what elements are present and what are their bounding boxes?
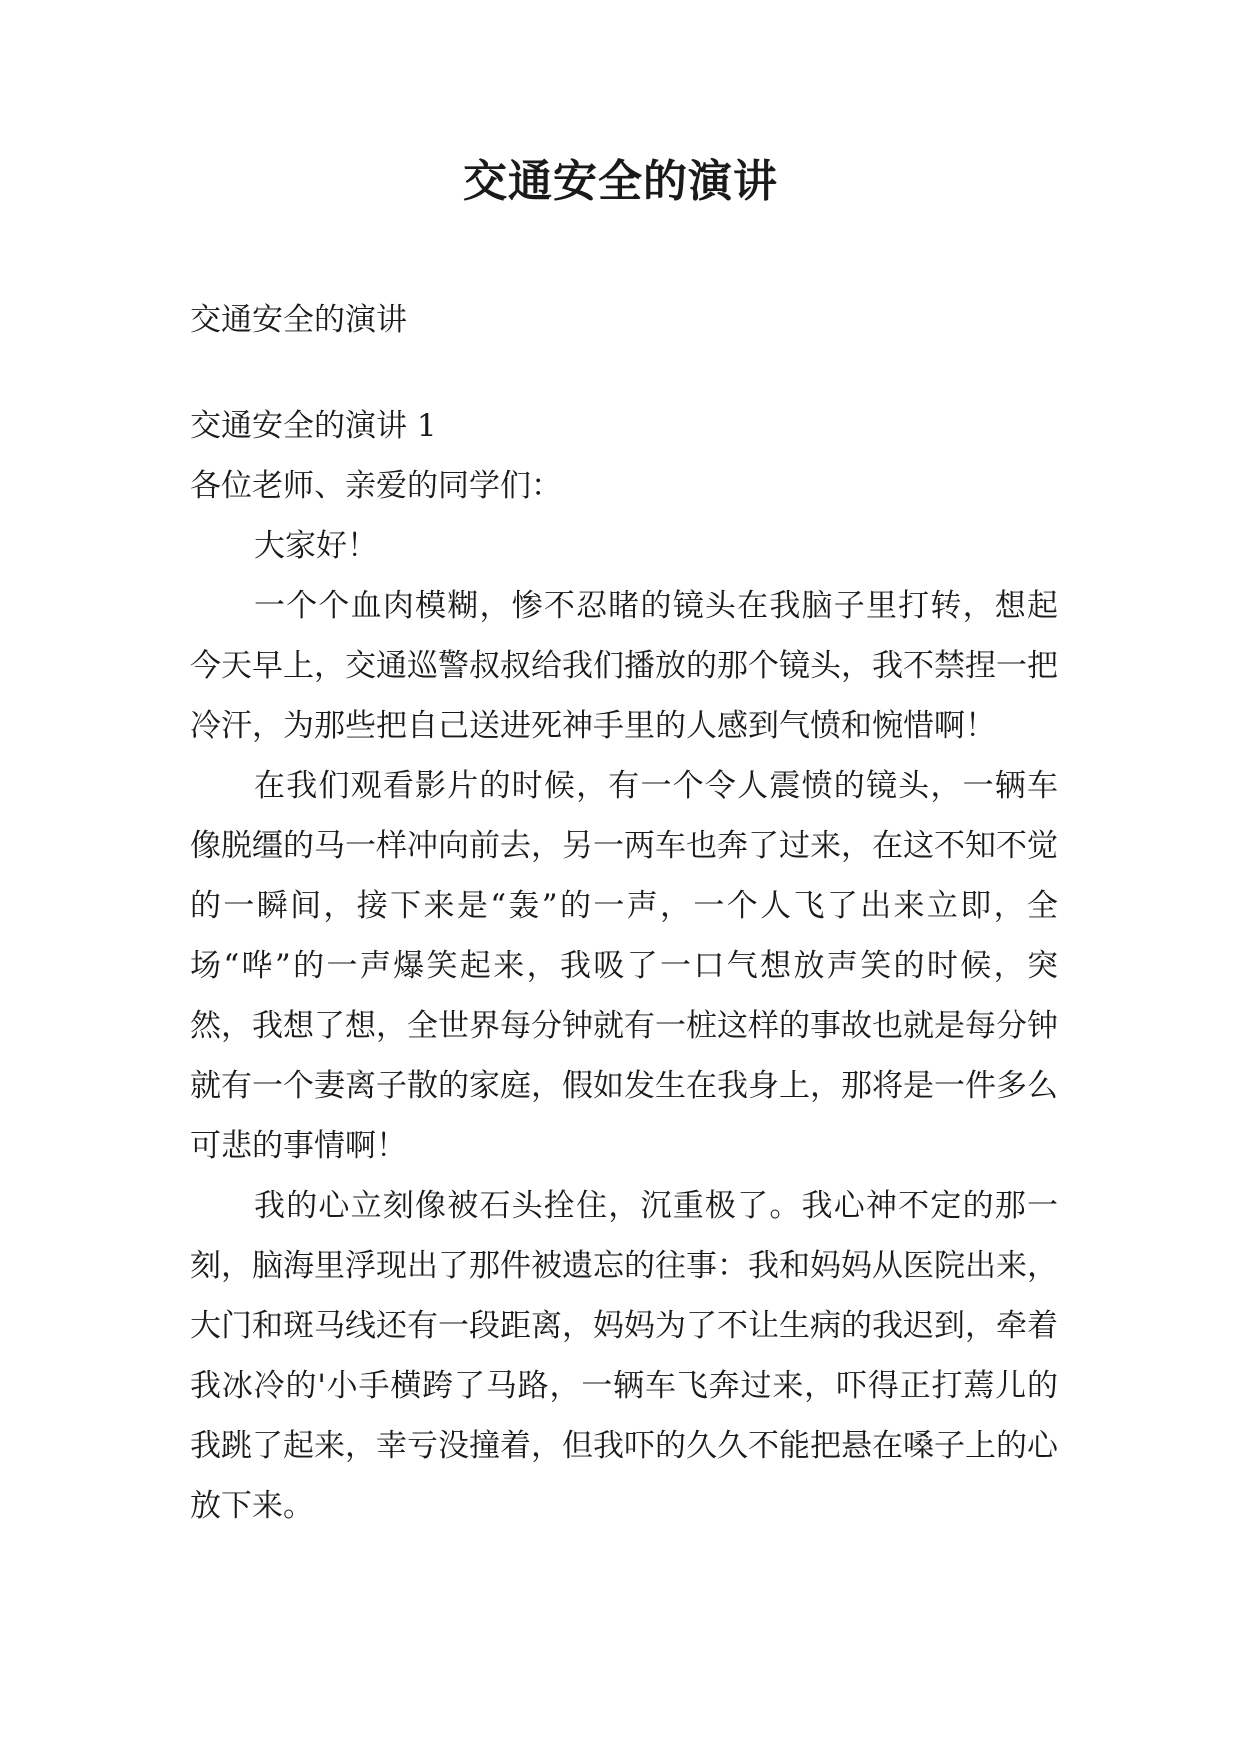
document-body [190, 290, 1058, 1536]
paragraph: 在我们观看影片的时候，有一个令人震愤的镜头，一辆车像脱缰的马一样冲向前去，另一两车也奔了过来，在这不知不觉的一瞬间，接下来是“轰”的一声，一个人飞了出来立即，全场“哗”的一声爆笑起来，我吸了一口气想放声笑的时候，突然，我想了想，全世界每分钟就有一桩这样的事故也就是每分钟就有一个妻离子散的家庭，假如发生在我身上，那将是一件多么可悲的事情啊！ [190, 768, 1058, 1164]
document-subtitle: 交通安全的演讲 [190, 302, 407, 338]
paragraph: 我的心立刻像被石头拴住，沉重极了。我心神不定的那一刻，脑海里浮现出了那件被遗忘的往事：我和妈妈从医院出来，大门和斑马线还有一段距离，妈妈为了不让生病的我迟到，牵着我冰冷的'小手横跨了马路，一辆车飞奔过来，吓得正打蔫儿的我跳了起来，幸亏没撞着，但我吓的久久不能把悬在嗓子上的心放下来。 [190, 1188, 1058, 1524]
paragraph: 一个个血肉模糊，惨不忍睹的镜头在我脑子里打转，想起今天早上，交通巡警叔叔给我们播放的那个镜头，我不禁捏一把冷汗，为那些把自己送进死神手里的人感到气愤和惋惜啊！ [190, 588, 1058, 744]
document-title: 交通安全的演讲 [463, 156, 778, 207]
salutation: 各位老师、亲爱的同学们： [190, 468, 562, 504]
section-heading: 交通安全的演讲 1 [190, 408, 437, 444]
paragraph: 大家好！ [254, 528, 378, 564]
